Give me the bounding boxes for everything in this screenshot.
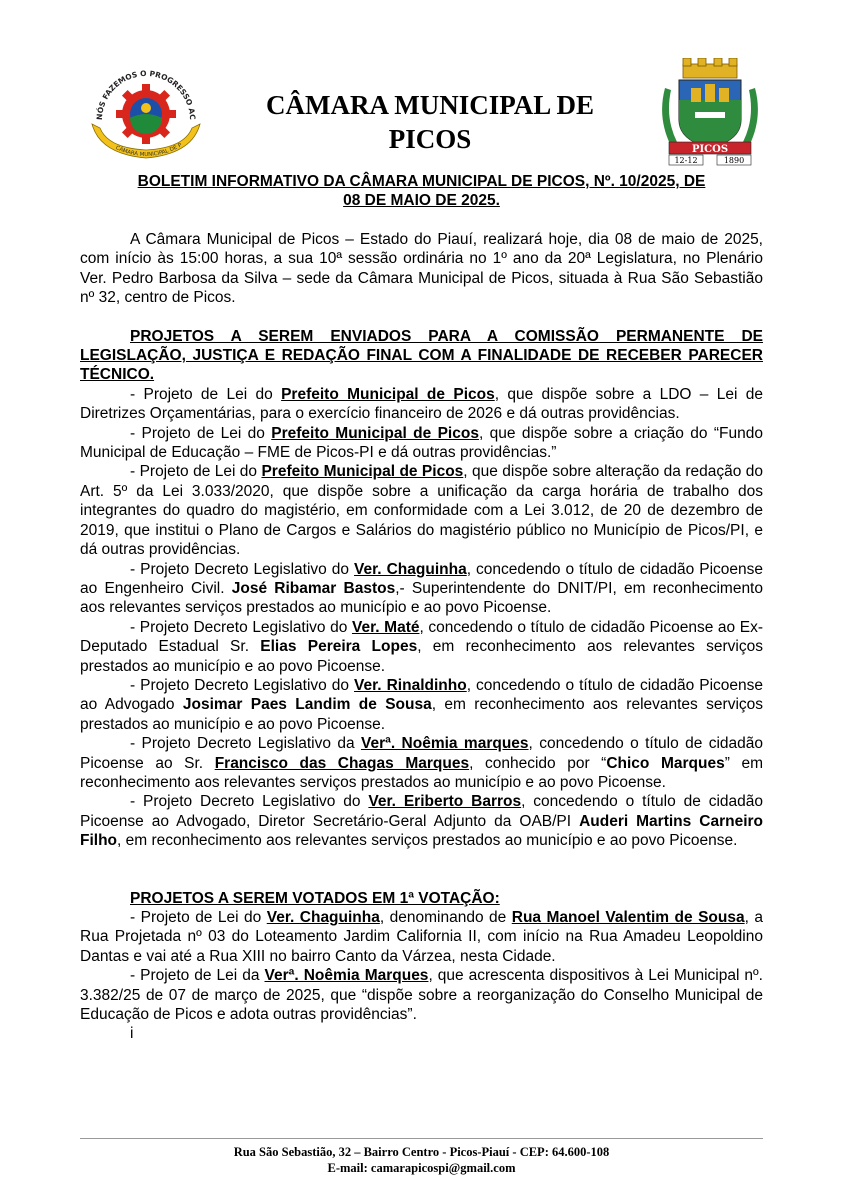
coat-date-left: 12-12: [674, 156, 698, 165]
coat-date-right: 1890: [723, 156, 745, 165]
honoree-name: Francisco das Chagas Marques: [214, 754, 470, 772]
author-name: Prefeito Municipal de Picos: [261, 463, 464, 481]
nickname: Chico Marques: [606, 754, 725, 772]
section-1-heading: PROJETOS A SEREM ENVIADOS PARA A COMISSÃO PERMANENTE DE LEGISLAÇÃO, JUSTIÇA E REDAÇÃO FINAL COM A FINALIDADE DE RECEBER PARECER TÉCNICO.: [80, 327, 763, 384]
honoree-name: Josimar Paes Landim de Sousa: [182, 696, 432, 714]
trailing-mark: i: [130, 1025, 134, 1043]
author-name: Ver. Rinaldinho: [354, 676, 467, 694]
author-name: Ver. Chaguinha: [266, 909, 380, 926]
city-coat-of-arms: [655, 58, 765, 166]
author-name: Prefeito Municipal de Picos: [281, 385, 495, 403]
list-item: - Projeto Decreto Legislativo do Ver. Eriberto Barros, concedendo o título de cidadão Picoense ao Advogado, Diretor Secretário-Geral Adjunto da OAB/PI Auderi Martins Carneiro Filho, em reconhecimento aos relevantes serviços prestados ao município e ao povo Picoense.: [80, 793, 764, 850]
intro-paragraph: A Câmara Municipal de Picos – Estado do Piauí, realizará hoje, dia 08 de maio de 2025, com início às 15:00 horas, a sua 10ª sessão ordinária no 1º ano da 20ª Legislatura, no Plenário Ver. Pedro Barbosa da Silva – sede da Câmara Municipal de Picos, situada à Rua São Sebastião nº 32, centro de Picos.: [80, 231, 763, 307]
list-item: - Projeto de Lei do Prefeito Municipal de Picos, que dispõe sobre a LDO – Lei de Diretrizes Orçamentárias, para o exercício financeiro de 2026 e dá outras providências.: [80, 385, 764, 423]
title-line-1: CÂMARA MUNICIPAL DE: [266, 90, 594, 120]
author-name: Verª. Noêmia marques: [360, 735, 529, 753]
list-item: - Projeto de Lei do Ver. Chaguinha, denominando de Rua Manoel Valentim de Sousa, a Rua Projetada nº 03 do Loteamento Jardim California II, com início na Rua Amadeu Leopoldino Dantas e vai até a Rua XIII no bairro Canto da Várzea, nesta Cidade.: [80, 909, 764, 965]
page-footer: [80, 1144, 763, 1176]
list-item: - Projeto de Lei do Prefeito Municipal de Picos, que dispõe sobre a criação do “Fundo Municipal de Educação – FME de Picos-PI e dá outras providências.”: [80, 424, 763, 462]
author-name: Verª. Noêmia Marques: [264, 967, 429, 985]
chamber-logo: [80, 62, 210, 162]
svg-text:CÂMARA MUNICIPAL DE PICOS: CÂMARA MUNICIPAL DE P: [114, 142, 184, 159]
title-line-2: PICOS: [388, 124, 472, 154]
list-item: - Projeto Decreto Legislativo da Verª. Noêmia marques, concedendo o título de cidadão Picoense ao Sr. Francisco das Chagas Marques, conhecido por “Chico Marques” em reconhecimento aos relevantes serviços prestados ao município e ao povo Picoense.: [80, 735, 763, 791]
list-item: - Projeto Decreto Legislativo do Ver. Maté, concedendo o título de cidadão Picoense ao Ex-Deputado Estadual Sr. Elias Pereira Lopes, em reconhecimento aos relevantes serviços prestados ao município e ao povo Picoense.: [80, 618, 763, 675]
street-name: Rua Manoel Valentim de Sousa: [511, 909, 745, 926]
honoree-name: Elias Pereira Lopes: [260, 638, 418, 656]
honoree-name: Auderi Martins Carneiro Filho: [80, 812, 763, 850]
footer-address: Rua São Sebastião, 32 – Bairro Centro - Picos-Piauí - CEP: 64.600-108: [233, 1145, 610, 1159]
bulletin-line-2: 08 DE MAIO DE 2025.: [343, 192, 500, 209]
author-name: Ver. Maté: [351, 618, 420, 636]
author-name: Prefeito Municipal de Picos: [271, 424, 479, 442]
section-2-heading: PROJETOS A SEREM VOTADOS EM 1ª VOTAÇÃO:: [130, 889, 500, 907]
list-item: - Projeto de Lei do Prefeito Municipal de Picos, que dispõe sobre alteração da redação do Art. 5º da Lei 3.033/2020, que dispõe sobre a unificação da carga horária de trabalho dos integrantes do quadro do magistério, em conformidade com a Lei 3.012, de 20 de dezembro de 2019, que institui o Plano de Cargos e Salários do magistério público no Município de Picos/PI, e dá outras providências.: [80, 463, 763, 559]
bulletin-title: [80, 172, 763, 210]
footer-divider: [80, 1138, 763, 1139]
page-title: [200, 88, 660, 156]
list-item: - Projeto de Lei da Verª. Noêmia Marques, que acrescenta dispositivos à Lei Municipal nº. 3.382/25 de 07 de março de 2025, que “dispõe sobre a reorganização do Conselho Municipal de Educação de Picos e adota outras providências”.: [80, 967, 763, 1024]
list-item: - Projeto Decreto Legislativo do Ver. Chaguinha, concedendo o título de cidadão Picoense ao Engenheiro Civil. José Ribamar Bastos,- Superintendente do DNIT/PI, em reconhecimento aos relevantes serviços prestados ao município e ao povo Picoense.: [80, 560, 763, 617]
author-name: Ver. Eriberto Barros: [368, 793, 522, 811]
bulletin-line-1: BOLETIM INFORMATIVO DA CÂMARA MUNICIPAL DE PICOS, Nº. 10/2025, DE: [137, 173, 706, 190]
footer-email: E-mail: camarapicospi@gmail.com: [327, 1161, 516, 1175]
page-header: [0, 58, 843, 168]
author-name: Ver. Chaguinha: [354, 560, 467, 578]
honoree-name: José Ribamar Bastos: [231, 579, 396, 597]
document-body: [80, 230, 763, 1044]
svg-text:NÓS FAZEMOS O PROGRESSO ACONTE: NÓS FAZEMOS O PROGRESSO AC: [94, 68, 198, 121]
coat-banner-text: PICOS: [691, 144, 729, 155]
list-item: - Projeto Decreto Legislativo do Ver. Rinaldinho, concedendo o título de cidadão Picoense ao Advogado Josimar Paes Landim de Sousa, em reconhecimento aos relevantes serviços prestados ao município e ao povo Picoense.: [80, 676, 764, 733]
